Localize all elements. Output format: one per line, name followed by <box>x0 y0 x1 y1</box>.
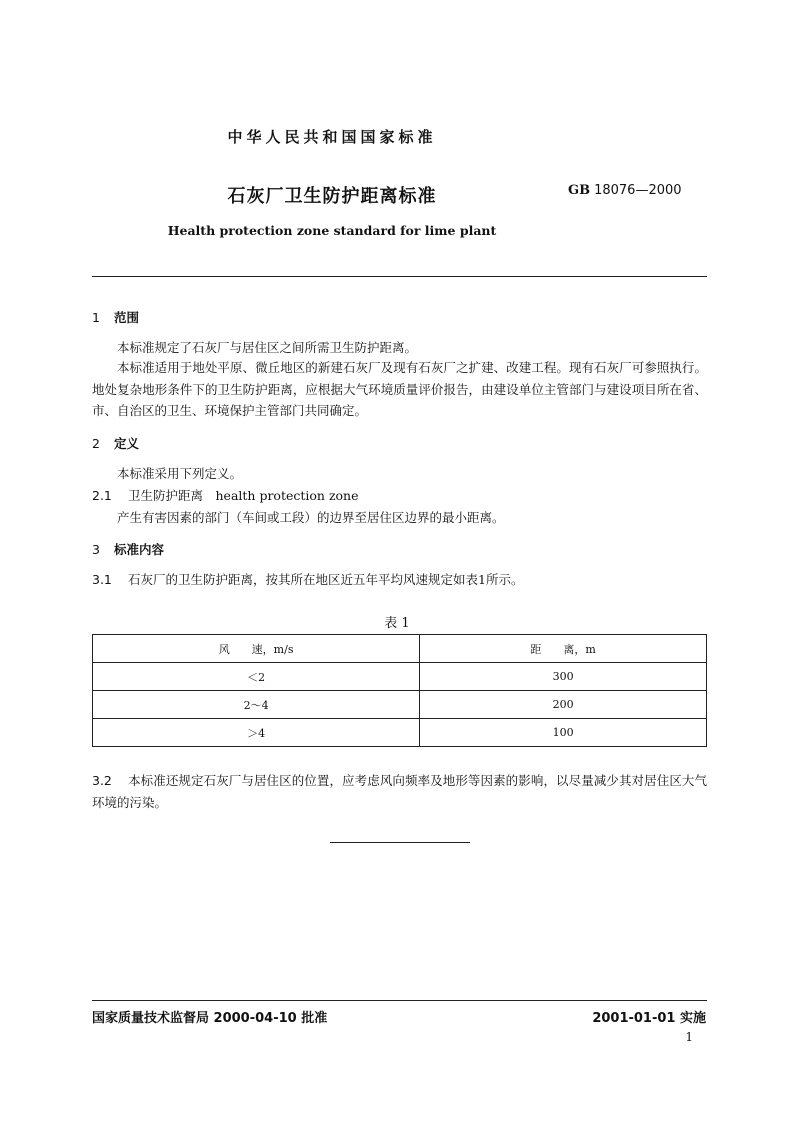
english-title: Health protection zone standard for lime plant <box>167 223 497 238</box>
clause-text: 本标准还规定石灰厂与居住区的位置，应考虑风向频率及地形等因素的影响，以尽量减少其对居住区大气环境的污染。 <box>92 773 707 810</box>
definition-2-1-text: 产生有害因素的部门（车间或工段）的边界至居住区边界的最小距离。 <box>117 510 505 525</box>
table-header-row <box>93 635 707 663</box>
cell-distance: 300 <box>420 663 707 691</box>
cell-wind-speed: 2～4 <box>93 691 420 719</box>
standard-code <box>568 183 682 198</box>
section-number: 2 <box>92 436 100 451</box>
table-row <box>93 719 707 747</box>
section-2-heading <box>92 434 139 452</box>
section-number: 3 <box>92 542 100 557</box>
section-title: 定义 <box>114 436 140 451</box>
issuing-authority-heading: 中华人民共和国国家标准 <box>227 128 437 146</box>
section-3-heading <box>92 540 164 558</box>
wind-speed-distance-table <box>92 634 707 747</box>
clause-3-1 <box>92 569 707 591</box>
table-row <box>93 691 707 719</box>
subsection-number: 2.1 <box>92 488 112 503</box>
subsection-number: 3.2 <box>92 773 112 788</box>
section-number: 1 <box>92 310 100 325</box>
definition-2-1 <box>92 485 707 507</box>
subsection-number: 3.1 <box>92 572 112 587</box>
section-1-paragraph-1: 本标准规定了石灰厂与居住区之间所需卫生防护距离。 <box>117 340 418 355</box>
approval-info: 国家质量技术监督局 2000-04-10 批准 <box>92 1011 328 1026</box>
footer-divider <box>92 1000 707 1001</box>
cell-distance: 100 <box>420 719 707 747</box>
header-divider <box>92 276 707 277</box>
section-1-paragraph-2: 本标准适用于地处平原、微丘地区的新建石灰厂及现有石灰厂之扩建、改建工程。现有石灰厂可参照执行。地处复杂地形条件下的卫生防护距离，应根据大气环境质量评价报告，由建设单位主管部门与建设项目所在省、市、自治区的卫生、环境保护主管部门共同确定。 <box>92 360 707 418</box>
cell-wind-speed: ＜2 <box>93 663 420 691</box>
header-distance: 距 离，m <box>420 635 707 663</box>
gb-prefix: GB <box>568 183 591 198</box>
clause-text: 石灰厂的卫生防护距离，按其所在地区近五年平均风速规定如表1所示。 <box>128 572 524 587</box>
cell-wind-speed: ＞4 <box>93 719 420 747</box>
standard-number: 18076—2000 <box>594 183 682 198</box>
end-of-text-line <box>330 842 470 843</box>
effective-date: 2001-01-01 实施 <box>592 1011 706 1026</box>
document-title: 石灰厂卫生防护距离标准 <box>227 186 437 207</box>
cell-distance: 200 <box>420 691 707 719</box>
section-title: 范围 <box>114 310 140 325</box>
section-title: 标准内容 <box>114 542 165 557</box>
clause-3-2 <box>92 770 707 813</box>
section-1-heading <box>92 308 139 326</box>
section-2-paragraph-1: 本标准采用下列定义。 <box>117 466 243 481</box>
header-wind-speed: 风 速，m/s <box>93 635 420 663</box>
table-row <box>93 663 707 691</box>
definition-term: 卫生防护距离 health protection zone <box>128 488 359 503</box>
table-caption: 表 1 <box>384 616 410 631</box>
page-number: 1 <box>685 1030 693 1044</box>
